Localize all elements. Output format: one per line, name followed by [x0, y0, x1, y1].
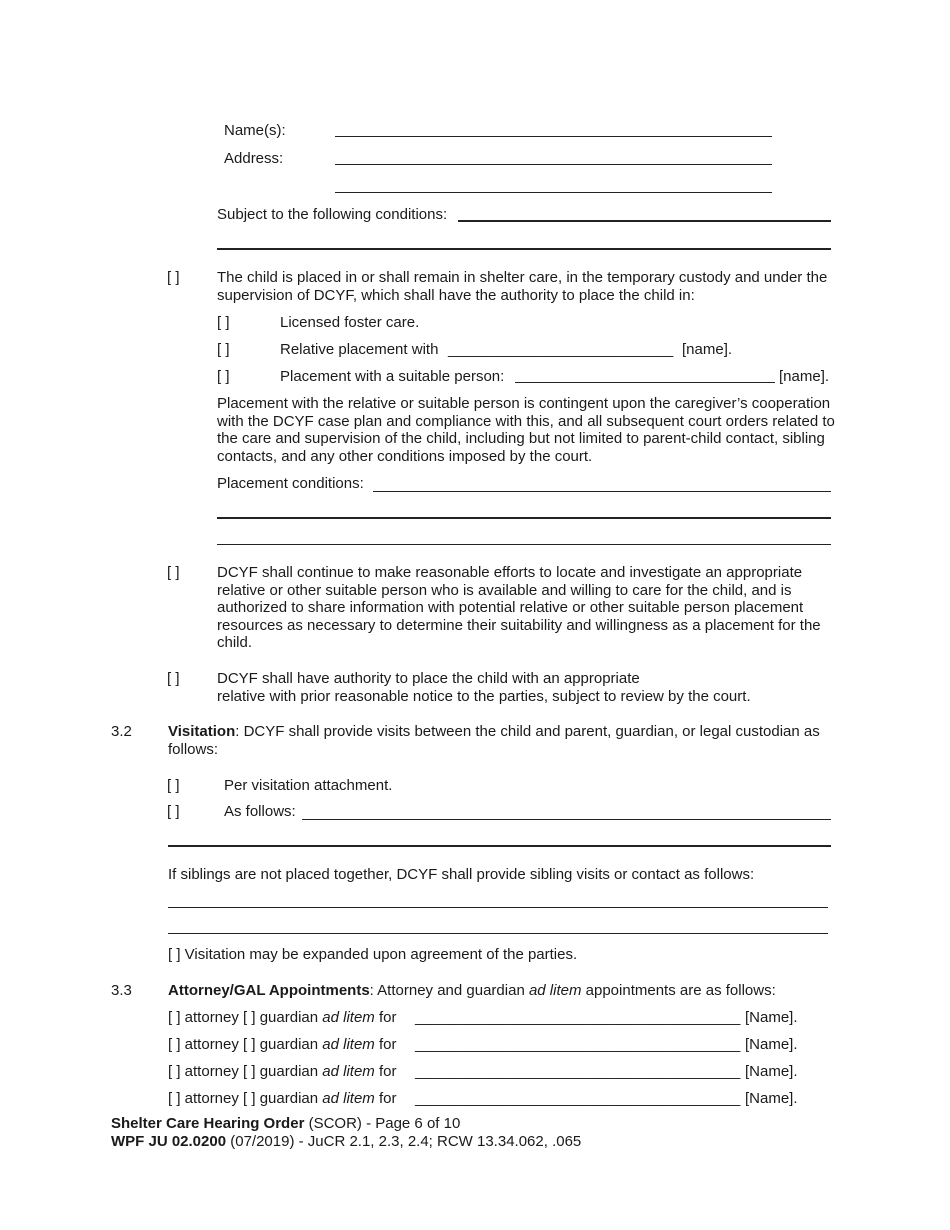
- names-blank[interactable]: [335, 136, 772, 137]
- contingent-text: Placement with the relative or suitable person is contingent upon the caregiver’s cooperation with the DCYF case plan and compliance with this, and all subsequent court orders related to the care and supervision of the child, including but not limited to parent-child contact, sibling contacts, and any other conditions imposed by the court.: [217, 395, 835, 465]
- attorney-intro: [168, 982, 776, 1000]
- attorney-row-3-blank[interactable]: _______________________________________: [415, 1063, 741, 1080]
- attorney-row-3[interactable]: [168, 1063, 396, 1081]
- attorney-row-for: for: [374, 1063, 397, 1080]
- attorney-row-pre: [ ] attorney [ ] guardian: [168, 1090, 323, 1107]
- relative-placement-checkbox[interactable]: [ ]: [217, 341, 230, 358]
- attorney-row-1-suffix: [Name].: [745, 1009, 798, 1026]
- address-blank-1[interactable]: [335, 164, 772, 165]
- efforts-checkbox[interactable]: [ ]: [167, 564, 180, 581]
- footer-form-id: WPF JU 02.0200: [111, 1133, 227, 1150]
- address-blank-2[interactable]: [335, 192, 772, 193]
- siblings-blank-1[interactable]: [168, 907, 828, 908]
- visitation-expanded: [ ] Visitation may be expanded upon agreement of the parties.: [168, 946, 578, 963]
- visitation-heading: Visitation: [168, 723, 236, 740]
- attorney-row-4[interactable]: [168, 1090, 396, 1108]
- shelter-care-text: The child is placed in or shall remain in shelter care, in the temporary custody and under the supervision of DCYF, which shall have the authority to place the child in:: [217, 269, 828, 304]
- suitable-name-suffix: [name].: [779, 368, 830, 385]
- section-3-2-number: 3.2: [111, 723, 132, 740]
- foster-care-label: Licensed foster care.: [280, 314, 420, 331]
- siblings-text: If siblings are not placed together, DCYF shall provide sibling visits or contact as follows:: [168, 866, 755, 883]
- suitable-person-checkbox[interactable]: [ ]: [217, 368, 230, 385]
- attorney-row-pre: [ ] attorney [ ] guardian: [168, 1036, 323, 1053]
- visitation-paragraph: [168, 723, 843, 758]
- placement-conditions-blank-2[interactable]: [217, 517, 831, 519]
- visitation-as-follows-blank-2[interactable]: [168, 845, 831, 847]
- visitation-as-follows-label: As follows:: [224, 803, 296, 820]
- footer-abbrev: (SCOR) - Page 6 of 10: [304, 1115, 461, 1132]
- placement-conditions-label: Placement conditions:: [217, 475, 364, 492]
- conditions-blank-2[interactable]: [217, 248, 831, 250]
- authority-line-1: DCYF shall have authority to place the child with an appropriate: [217, 670, 640, 687]
- attorney-row-pre: [ ] attorney [ ] guardian: [168, 1009, 323, 1026]
- footer-title: Shelter Care Hearing Order: [111, 1115, 305, 1132]
- attorney-row-for: for: [374, 1009, 397, 1026]
- footer-form-rest: (07/2019) - JuCR 2.1, 2.3, 2.4; RCW 13.34.062, .065: [226, 1133, 582, 1150]
- attorney-row-4-blank[interactable]: _______________________________________: [415, 1090, 741, 1107]
- attorney-row-2[interactable]: [168, 1036, 396, 1054]
- placement-conditions-blank-3[interactable]: [217, 544, 831, 545]
- visitation-attachment-label: Per visitation attachment.: [224, 777, 393, 794]
- attorney-row-4-suffix: [Name].: [745, 1090, 798, 1107]
- visitation-text: : DCYF shall provide visits between the child and parent, guardian, or legal custodian as follows:: [168, 723, 820, 758]
- attorney-intro-italic: ad litem: [528, 982, 582, 999]
- attorney-row-3-suffix: [Name].: [745, 1063, 798, 1080]
- visitation-as-follows-blank-1[interactable]: [302, 819, 831, 820]
- attorney-row-2-suffix: [Name].: [745, 1036, 798, 1053]
- conditions-blank-1[interactable]: [458, 220, 831, 222]
- attorney-row-1[interactable]: [168, 1009, 396, 1027]
- suitable-person-blank[interactable]: [515, 382, 775, 383]
- authority-line-2: relative with prior reasonable notice to the parties, subject to review by the court.: [217, 688, 751, 705]
- attorney-row-italic: ad litem: [322, 1090, 375, 1107]
- foster-care-checkbox[interactable]: [ ]: [217, 314, 230, 331]
- attorney-row-pre: [ ] attorney [ ] guardian: [168, 1063, 323, 1080]
- attorney-row-1-blank[interactable]: _______________________________________: [415, 1009, 741, 1026]
- suitable-person-label: Placement with a suitable person:: [280, 368, 505, 385]
- attorney-row-italic: ad litem: [322, 1036, 375, 1053]
- attorney-intro-pre: : Attorney and guardian: [369, 982, 529, 999]
- placement-conditions-blank-1[interactable]: [373, 491, 831, 492]
- attorney-row-italic: ad litem: [322, 1063, 375, 1080]
- address-label: Address:: [224, 150, 284, 167]
- shelter-care-checkbox[interactable]: [ ]: [167, 269, 180, 286]
- siblings-blank-2[interactable]: [168, 933, 828, 934]
- authority-checkbox[interactable]: [ ]: [167, 670, 180, 687]
- attorney-row-for: for: [374, 1090, 397, 1107]
- section-3-3-number: 3.3: [111, 982, 132, 999]
- visitation-attachment-checkbox[interactable]: [ ]: [167, 777, 180, 794]
- relative-name-suffix: [name].: [682, 341, 733, 358]
- visitation-as-follows-checkbox[interactable]: [ ]: [167, 803, 180, 820]
- footer-line-2: [111, 1133, 581, 1151]
- attorney-row-for: for: [374, 1036, 397, 1053]
- attorney-row-2-blank[interactable]: _______________________________________: [415, 1036, 741, 1053]
- efforts-text: DCYF shall continue to make reasonable efforts to locate and investigate an appropriate relative or other suitable person who is available and willing to care for the child, and is authorized to share information with potential relative or other suitable person placement resources as necessary to determine their suitability and willingness as a placement for the child.: [217, 564, 821, 651]
- conditions-label: Subject to the following conditions:: [217, 206, 448, 223]
- relative-placement-label: Relative placement with: [280, 341, 439, 358]
- relative-placement-blank[interactable]: ___________________________: [448, 341, 674, 358]
- attorney-intro-post: appointments are as follows:: [581, 982, 776, 999]
- footer-line-1: [111, 1115, 460, 1133]
- attorney-row-italic: ad litem: [322, 1009, 375, 1026]
- attorney-heading: Attorney/GAL Appointments: [168, 982, 370, 999]
- names-label: Name(s):: [224, 122, 286, 139]
